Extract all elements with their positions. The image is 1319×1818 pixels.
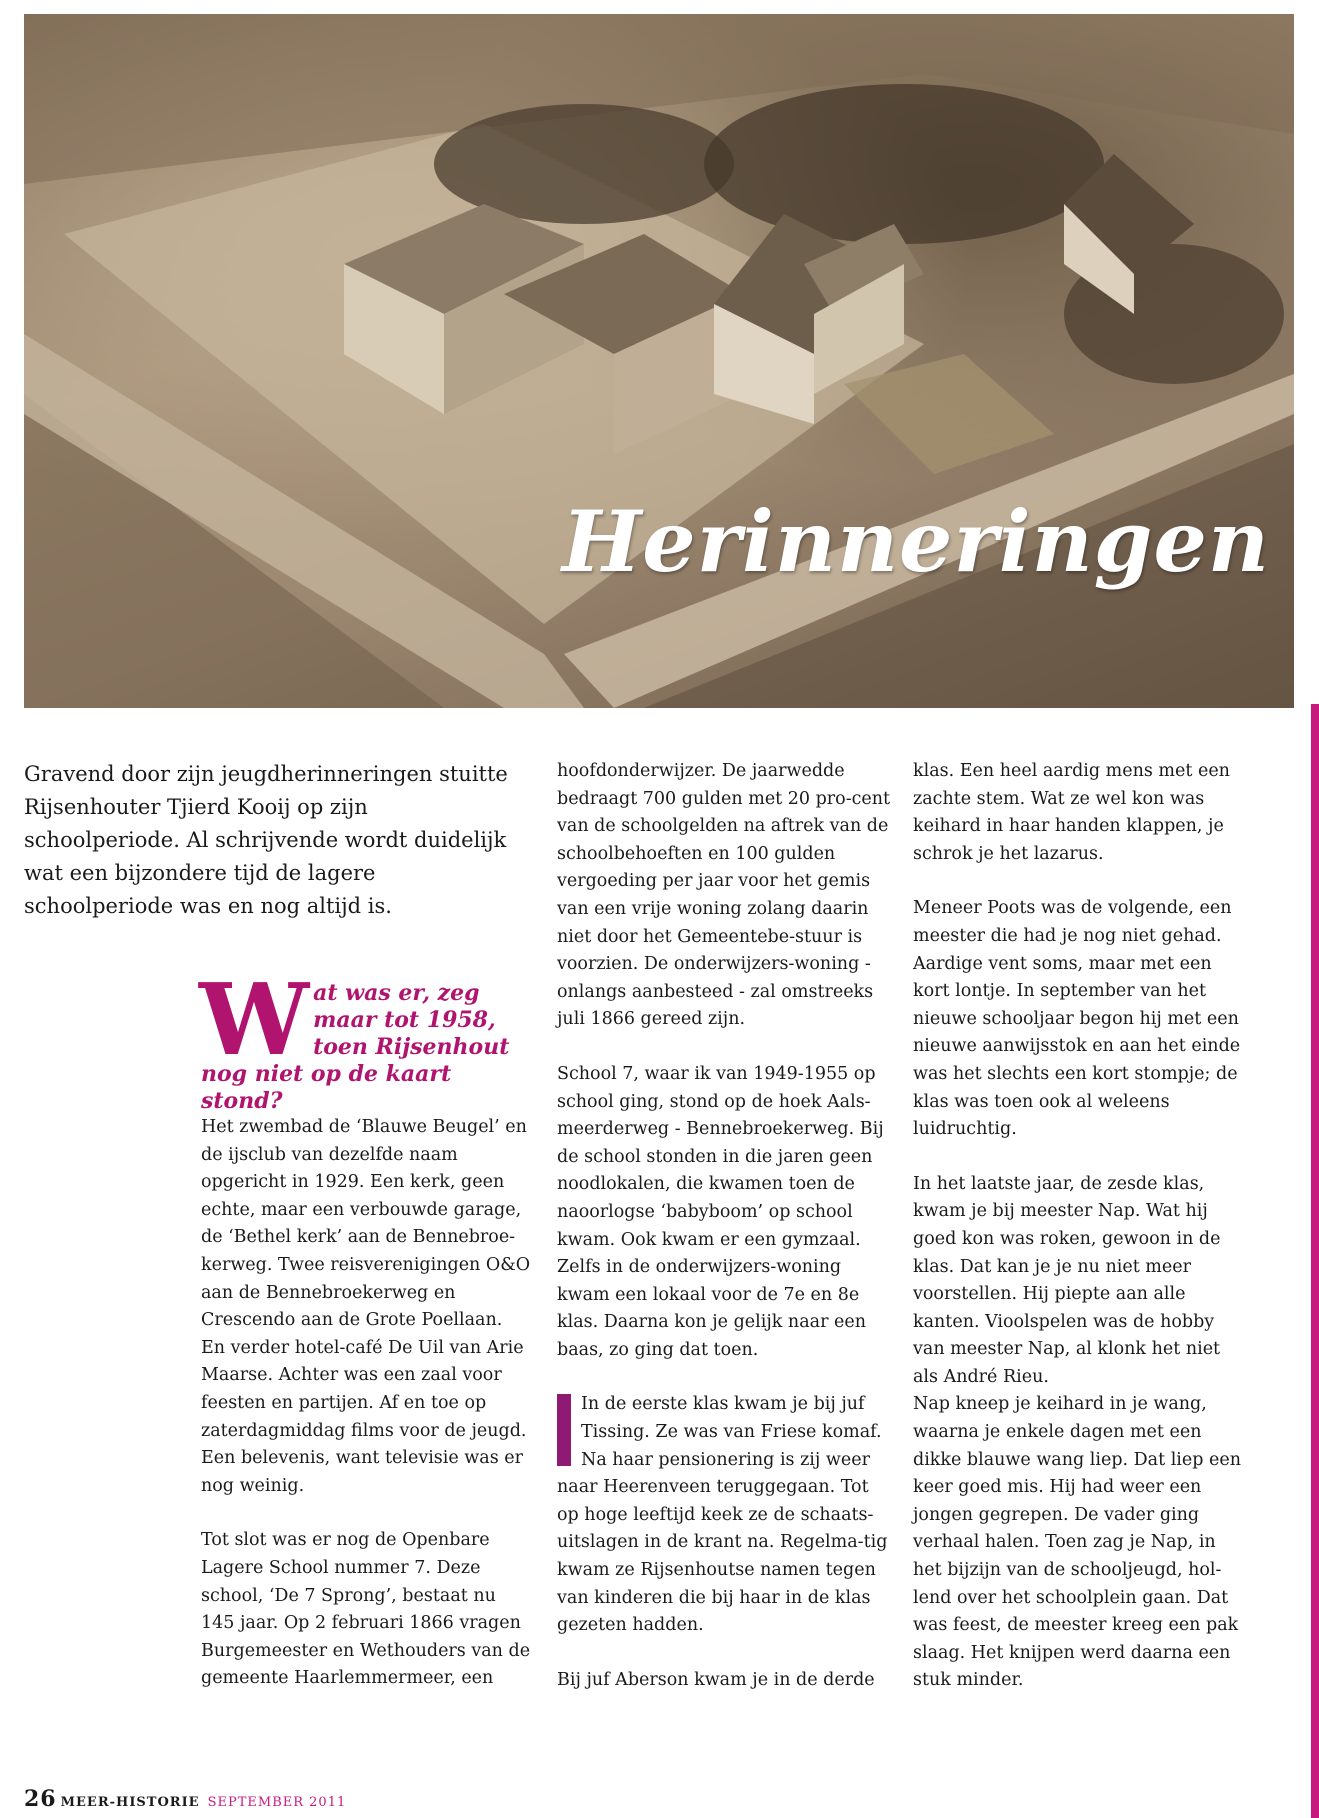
pull-quote — [199, 963, 531, 1115]
article-column-2 — [557, 758, 892, 1721]
pull-quote-text: at was er, zeg maar tot 1958, toen Rijsenhout nog niet op de kaart stond? — [201, 980, 510, 1114]
paragraph: Bij juf Aberson kwam je in de derde — [557, 1669, 875, 1690]
accent-edge-bar — [1311, 704, 1319, 1818]
intro-text: Gravend door zijn jeugdherinneringen stuitte Rijsenhouter Tjierd Kooij op zijn schoolperiode. Al schrijvende wordt duidelijk wat een bijzondere tijd de lagere schoolperiode was en nog altijd is. — [24, 762, 508, 918]
magazine-name: MEER-HISTORIE — [60, 1795, 200, 1810]
paragraph-text: In de eerste klas kwam je bij juf Tissing. Ze was van Friese komaf. Na haar pensionering is zij weer naar Heerenveen teruggegaan. Tot op hoge leeftijd keek ze de schaats-uitslagen in de krant na. Regelma-tig kwam ze Rijsenhoutse namen tegen van kinderen die bij haar in de klas gezeten hadden. — [557, 1394, 888, 1636]
paragraph: Meneer Poots was de volgende, een meester die had je nog niet gehad. Aardige vent soms, maar met een kort lontje. In september van het nieuwe schooljaar begon hij met een nieuwe aanwijsstok en aan het einde was het slechts een kort stompje; de klas was toen ook al weleens luidruchtig. — [913, 898, 1241, 1140]
page-footer — [24, 1786, 346, 1812]
paragraph: Nap kneep je keihard in je wang, waarna je enkele dagen met een dikke blauwe wang liep. Dat liep een keer goed mis. Hij had weer een jongen gegrepen. De vader ging verhaal halen. Toen zag je Nap, in het bijzijn van de schooljeugd, hol-lend over het schoolplein gaan. Dat was feest, de meester kreeg een pak slaag. Het knijpen werd daarna een stuk minder. — [913, 1394, 1242, 1691]
paragraph: School 7, waar ik van 1949-1955 op school ging, stond op de hoek Aals-meerderweg - Bennebroekerweg. Bij de school stonden in die jaren geen noodlokalen, die kwamen toen de naoorlogse ‘babyboom’ op school kwam. Ook kwam er een gymzaal. Zelfs in de onderwijzers-woning kwam een lokaal voor de 7e en 8e klas. Daarna kon je gelijk naar een baas, zo ging dat toen. — [557, 1063, 884, 1360]
article-column-1 — [201, 1114, 531, 1720]
paragraph: Het zwembad de ‘Blauwe Beugel’ en de ijsclub van dezelfde naam opgericht in 1929. Een kerk, geen echte, maar een verbouwde garage, de ‘Bethel kerk’ aan de Bennebroe-kerweg. Twee reisverenigingen O&O aan de Bennebroekerweg en Crescendo aan de Grote Poellaan. En verder hotel-café De Uil van Arie Maarse. Achter was een zaal voor feesten en partijen. Af en toe op zaterdagmiddag films voor de jeugd. Een belevenis, want televisie was er nog weinig. — [201, 1117, 531, 1496]
hero-title: Herinneringen — [561, 492, 1270, 591]
pull-quote-initial: W — [199, 963, 310, 1078]
article-column-3 — [913, 758, 1248, 1722]
paragraph: klas. Een heel aardig mens met een zachte stem. Wat ze wel kon was keihard in haar handen klappen, je schrok je het lazarus. — [913, 761, 1230, 864]
drop-cap-bar — [557, 1394, 571, 1466]
paragraph: hoofdonderwijzer. De jaarwedde bedraagt 700 gulden met 20 pro-cent van de schoolgelden na aftrek van de schoolbehoeften en 100 gulden vergoeding per jaar voor het gemis van een vrije woning zolang daarin niet door het Gemeentebe-stuur is voorzien. De onderwijzers-woning - onlangs aanbesteed - zal omstreeks juli 1866 gereed zijn. — [557, 761, 891, 1030]
paragraph: Tot slot was er nog de Openbare Lagere School nummer 7. Deze school, ‘De 7 Sprong’, bestaat nu 145 jaar. Op 2 februari 1866 vragen Burgemeester en Wethouders van de gemeente Haarlemmermeer, een — [201, 1530, 531, 1689]
school-aerial-illustration — [24, 14, 1294, 708]
issue-date: SEPTEMBER 2011 — [207, 1795, 347, 1810]
paragraph: In het laatste jaar, de zesde klas, kwam je bij meester Nap. Wat hij goed kon was roken, gewoon in de klas. Dat kan je je nu niet meer voorstellen. Hij piepte aan alle kanten. Vioolspelen was de hobby van meester Nap, al klonk het niet als André Rieu. — [913, 1173, 1221, 1387]
paragraph-dropcap — [557, 1391, 892, 1639]
hero-photo — [24, 14, 1294, 708]
page-number: 26 — [24, 1786, 57, 1812]
